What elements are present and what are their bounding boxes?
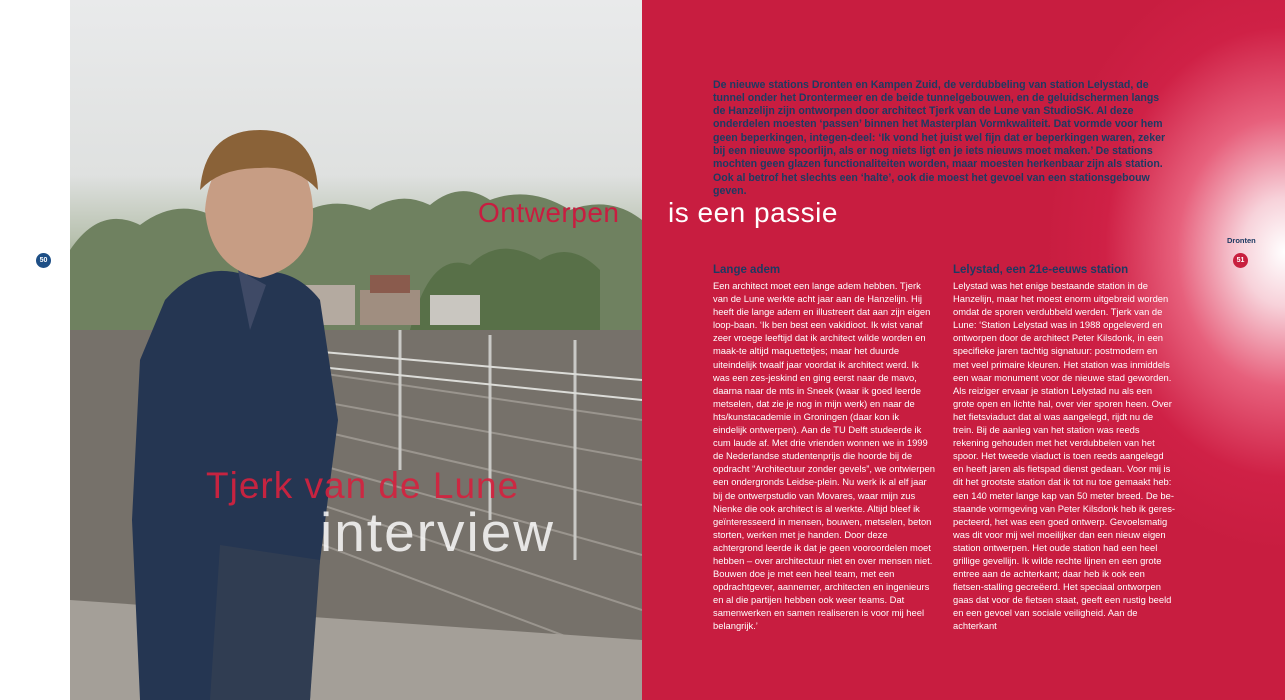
intro-paragraph: De nieuwe stations Dronten en Kampen Zuid, de verdubbeling van station Lelystad, de tunnel onder het Drontermeer en de beide tunnelgebouwen, en de geluidschermen langs de Hanzelijn zijn ontworpen door architect Tjerk van de Lune van StudioSK. Al deze onderdelen moesten ‘passen’ binnen het Masterplan Vormkwaliteit. Dat vormde voor hem geen beperkingen, integen-deel: ‘Ik vond het juist wel fijn dat er beperkingen waren, zeker bij een nieuwe spoorlijn, als er nog niets ligt en je iets nieuws moet maken.’ De stations mochten geen glazen functionaliteiten worden, maar moesten herkenbaar zijn als station. Ook al betrof het slechts een ‘halte’, ook die moest het gevoel van een stationsgebouw geven. bbox=[713, 78, 1166, 197]
section-body-lange-adem: Een architect moet een lange adem hebben. Tjerk van de Lune werkte acht jaar aan de Hanzelijn. Hij heeft die lange adem en illustreert dat aan zijn eigen loop-baan. ‘Ik ben best een vakidioot. Ik wist vanaf zeer vroege leeftijd dat ik architect wilde worden en maak-te altijd maquettetjes; maar het duurde uiteindelijk twaalf jaar voordat ik architect werd. Ik was een zes-jeskind en ging eerst naar de mavo, daarna naar de mts in Sneek (waar ik goed leerde metselen, dat zie je nog in mijn werk) en naar de hts/kunstacademie in Groningen (daar kon ik eindelijk ontwerpen). Aan de TU Delft studeerde ik cum laude af. Met drie vrienden wonnen we in 1999 de Nederlandse studentenprijs die hoorde bij de opdracht “Architectuur zonder gevels”, we ontwierpen een ondergronds Leidse-plein. Nu werk ik al elf jaar bij de ontwerpstudio van Movares, waar mijn zus Nienke die ook architect is al werkte. Altijd bleef ik geïnteresseerd in mensen, bouwen, metselen, beton storten, werken met je handen. Door deze achtergrond leerde ik dat je geen vooroordelen moet hebben – over architectuur niet en over mensen niet. Bouwen doe je met een heel team, met een opdrachtgever, aannemer, architecten en ingenieurs en al die partijen hebben ook weer teams. Dat samenwerken en samen realiseren is voor mij heel belangrijk.’ bbox=[713, 280, 935, 632]
running-head: Dronten bbox=[1227, 236, 1256, 245]
heading-part-1: Ontwerpen bbox=[478, 197, 620, 228]
section-heading-lange-adem: Lange adem bbox=[713, 264, 781, 276]
heading-part-2: is een passie bbox=[668, 197, 838, 228]
page-number-left: 50 bbox=[36, 253, 51, 268]
page-number-right: 51 bbox=[1233, 253, 1248, 268]
interview-label: interview bbox=[320, 501, 556, 563]
photo-illustration bbox=[70, 0, 642, 700]
interviewee-name: Tjerk van de Lune bbox=[206, 465, 520, 506]
left-page bbox=[0, 0, 642, 700]
section-body-lelystad: Lelystad was het enige bestaande station in de Hanzelijn, maar het moest enorm uitgebreid worden omdat de sporen verdubbeld werden. Tjerk van de Lune: ‘Station Lelystad was in 1988 opgeleverd en ontworpen door de architect Peter Kilsdonk, in een specifieke jaren tachtig signatuur: postmodern en met veel primaire kleuren. Het station was inmiddels een waar monument voor de nieuwe stad geworden. Als reiziger ervaar je station Lelystad nu als een grote open en lichte hal, over vier sporen heen. Over het fietsviaduct dat al was aangelegd, rijdt nu de trein. Bij de aanleg van het station was reeds rekening gehouden met het verdubbelen van het spoor. Het tweede viaduct is toen reeds aangelegd en heeft jaren als fietspad dienst gedaan. Voor mij is dit het grootste station dat ik tot nu toe gemaakt heb: een 140 meter lange kap van 50 meter breed. De be-staande vormgeving van Peter Kilsdonk heb ik geres-pecteerd, het was een goed ontwerp. Gevoelsmatig was dit voor mij wel moeilijker dan een nieuw eigen station ontwerpen. Het oude station had een heel grillige gevellijn. Ik wilde rechte lijnen en een grote entree aan de achterkant; daar heb ik ook een fietsen-stalling gecreëerd. Het speciaal ontworpen gaas dat voor de fietsen staat, geeft een rustig beeld en een gevoel van sociale veiligheid. Aan de achterkant bbox=[953, 280, 1175, 632]
portrait-photo bbox=[70, 0, 642, 700]
section-heading-lelystad: Lelystad, een 21e-eeuws station bbox=[953, 264, 1129, 276]
